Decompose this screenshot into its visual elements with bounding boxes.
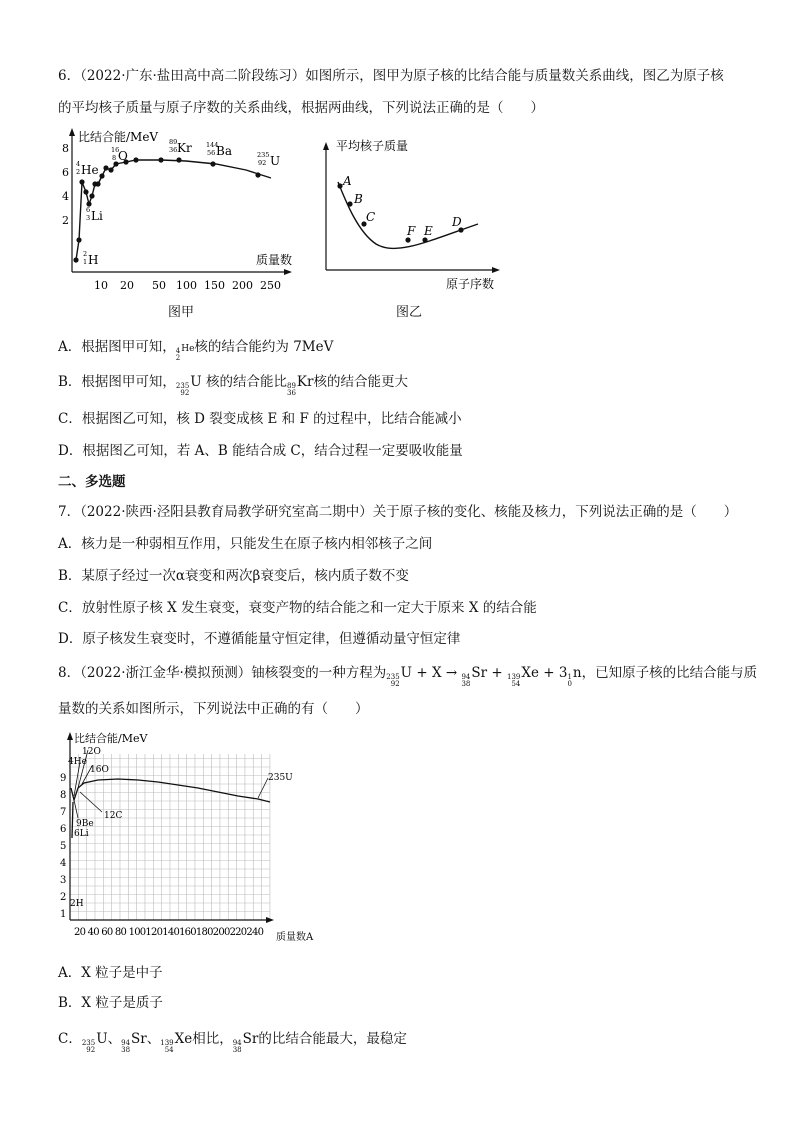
nuclide-li-label: Li (91, 209, 103, 223)
point-c-label: C (366, 210, 376, 224)
svg-text:235U: 235U (268, 773, 293, 783)
point-b-label: B (354, 192, 363, 206)
q7-option-d: D．原子核发生衰变时，不遵循能量守恒定律，但遵循动量守恒定律 (58, 631, 461, 647)
svg-text:4: 4 (60, 858, 67, 869)
q8-option-b: B．X 粒子是质子 (58, 995, 163, 1011)
svg-text:4He: 4He (68, 757, 87, 767)
fig-jia-xtick: 20 (120, 279, 134, 292)
fig-yi-axes (326, 146, 496, 270)
q8-stem-line1: 8．（2022·浙江金华·模拟预测）铀核裂变的一种方程为 235 92 U + X → 94 38 Sr + 139 54 Xe + 3 1 0 n，已知原子核的比结合能与质 (58, 665, 758, 688)
q6-stem-line1: 6．（2022·广东·盐田高中高二阶段练习）如图所示，图甲为原子核的比结合能与质量数关系曲线，图乙为原子核 (58, 68, 724, 84)
q8-option-c: C． 235 92 U、 94 38 Sr、 139 54 Xe相比， 94 38 Sr的比结合能最大，最稳定 (58, 1031, 407, 1054)
fig-yi-ylabel: 平均核子质量 (336, 139, 409, 153)
fig-jia-ytick: 6 (62, 166, 69, 179)
fig-jia-xlabel: 质量数 (256, 253, 293, 267)
point-d-label: D (452, 215, 462, 229)
svg-text:6: 6 (86, 206, 91, 214)
svg-text:8: 8 (60, 790, 67, 801)
svg-text:7: 7 (60, 807, 67, 818)
q8-stem-line2: 量数的关系如图所示，下列说法中正确的有（ ） (58, 701, 369, 717)
svg-text:2: 2 (76, 168, 81, 176)
svg-text:1: 1 (60, 909, 67, 920)
svg-text:92: 92 (258, 159, 267, 167)
fig-jia-ylabel: 比结合能/MeV (78, 130, 159, 144)
fig-q8-ylabel: 比结合能/MeV (74, 732, 148, 745)
fig-jia-xtick: 10 (94, 279, 108, 292)
svg-text:144: 144 (206, 141, 219, 149)
nuclide-h-label: H (88, 253, 99, 267)
q6-stem-line2: 的平均核子质量与原子序数的关系曲线，根据两曲线，下列说法正确的是（ ） (58, 100, 544, 116)
svg-text:235: 235 (257, 151, 270, 159)
point-e-label: E (424, 224, 433, 238)
svg-text:56: 56 (207, 149, 216, 157)
svg-text:6Li: 6Li (74, 829, 89, 839)
svg-text:16O: 16O (90, 765, 109, 775)
svg-text:36: 36 (169, 146, 178, 154)
svg-text:16: 16 (111, 146, 120, 154)
point-f-label: F (407, 224, 416, 238)
nuclide-he-label: He (81, 163, 99, 177)
fig-q8-xlabel: 质量数A (276, 932, 314, 943)
q7-option-a: A．核力是一种弱相互作用，只能发生在原子核内相邻核子之间 (58, 536, 433, 552)
q7-stem: 7．（2022·陕西·泾阳县教育局教学研究室高二期中）关于原子核的变化、核能及核力，下列说法正确的是（ ） (58, 504, 738, 520)
figure-q8 (58, 728, 318, 943)
svg-text:4: 4 (76, 160, 81, 168)
fig-yi-caption: 图乙 (396, 305, 423, 320)
q6-option-b: B．根据图甲可知， 235 92 U 核的结合能比 89 36 Kr核的结合能更大 (58, 374, 408, 397)
svg-text:5: 5 (60, 841, 67, 852)
svg-text:89: 89 (169, 138, 178, 146)
fig-q8-curve (71, 779, 270, 802)
fig-jia-xtick: 150 (204, 279, 225, 292)
fig-jia-ytick: 4 (62, 190, 69, 203)
svg-text:3: 3 (60, 875, 67, 886)
fig-jia-xtick: 200 (232, 279, 253, 292)
fig-jia-xtick: 250 (260, 279, 281, 292)
nuclide-kr-label: Kr (177, 141, 192, 155)
svg-text:6: 6 (60, 824, 67, 835)
svg-text:8: 8 (112, 154, 117, 162)
fig-jia-caption: 图甲 (168, 305, 195, 320)
fig-jia-ytick: 2 (62, 214, 69, 227)
q8-option-a: A．X 粒子是中子 (58, 965, 163, 981)
svg-text:12O: 12O (82, 747, 101, 757)
q7-option-b: B．某原子经过一次α衰变和两次β衰变后，核内质子数不变 (58, 568, 409, 584)
fig-jia-ytick: 8 (62, 142, 69, 155)
q6-option-d: D．根据图乙可知，若 A、B 能结合成 C，结合过程一定要吸收能量 (58, 443, 463, 459)
fig-jia-curve (76, 160, 271, 260)
fig-jia-xtick: 50 (152, 279, 166, 292)
q6-option-c: C．根据图乙可知，核 D 裂变成核 E 和 F 的过程中，比结合能减小 (58, 411, 462, 427)
svg-text:2H: 2H (70, 899, 84, 909)
fig-q8-xticks: 20 40 60 80 100120140160180200220240 (74, 927, 264, 938)
nuclide-o-label: O (118, 149, 128, 163)
fig-yi-xlabel: 原子序数 (446, 277, 495, 291)
nuclide-u-label: U (270, 154, 281, 168)
section-heading: 二、多选题 (58, 474, 126, 490)
svg-text:1: 1 (83, 258, 88, 266)
point-a-label: A (343, 174, 352, 188)
fig-jia-xtick: 100 (176, 279, 197, 292)
figure-yi (316, 132, 506, 292)
svg-text:12C: 12C (104, 811, 123, 821)
q7-option-c: C．放射性原子核 X 发生衰变，衰变产物的结合能之和一定大于原来 X 的结合能 (58, 600, 537, 616)
q6-option-a: A．根据图甲可知， 4 2 He核的结合能约为 7MeV (58, 339, 334, 362)
svg-text:9: 9 (60, 773, 67, 784)
nuclide-ba-label: Ba (216, 144, 232, 158)
svg-text:9Be: 9Be (76, 819, 94, 829)
svg-text:2: 2 (60, 892, 67, 903)
figure-jia (56, 124, 296, 294)
svg-text:2: 2 (83, 250, 88, 258)
svg-text:3: 3 (86, 214, 91, 222)
